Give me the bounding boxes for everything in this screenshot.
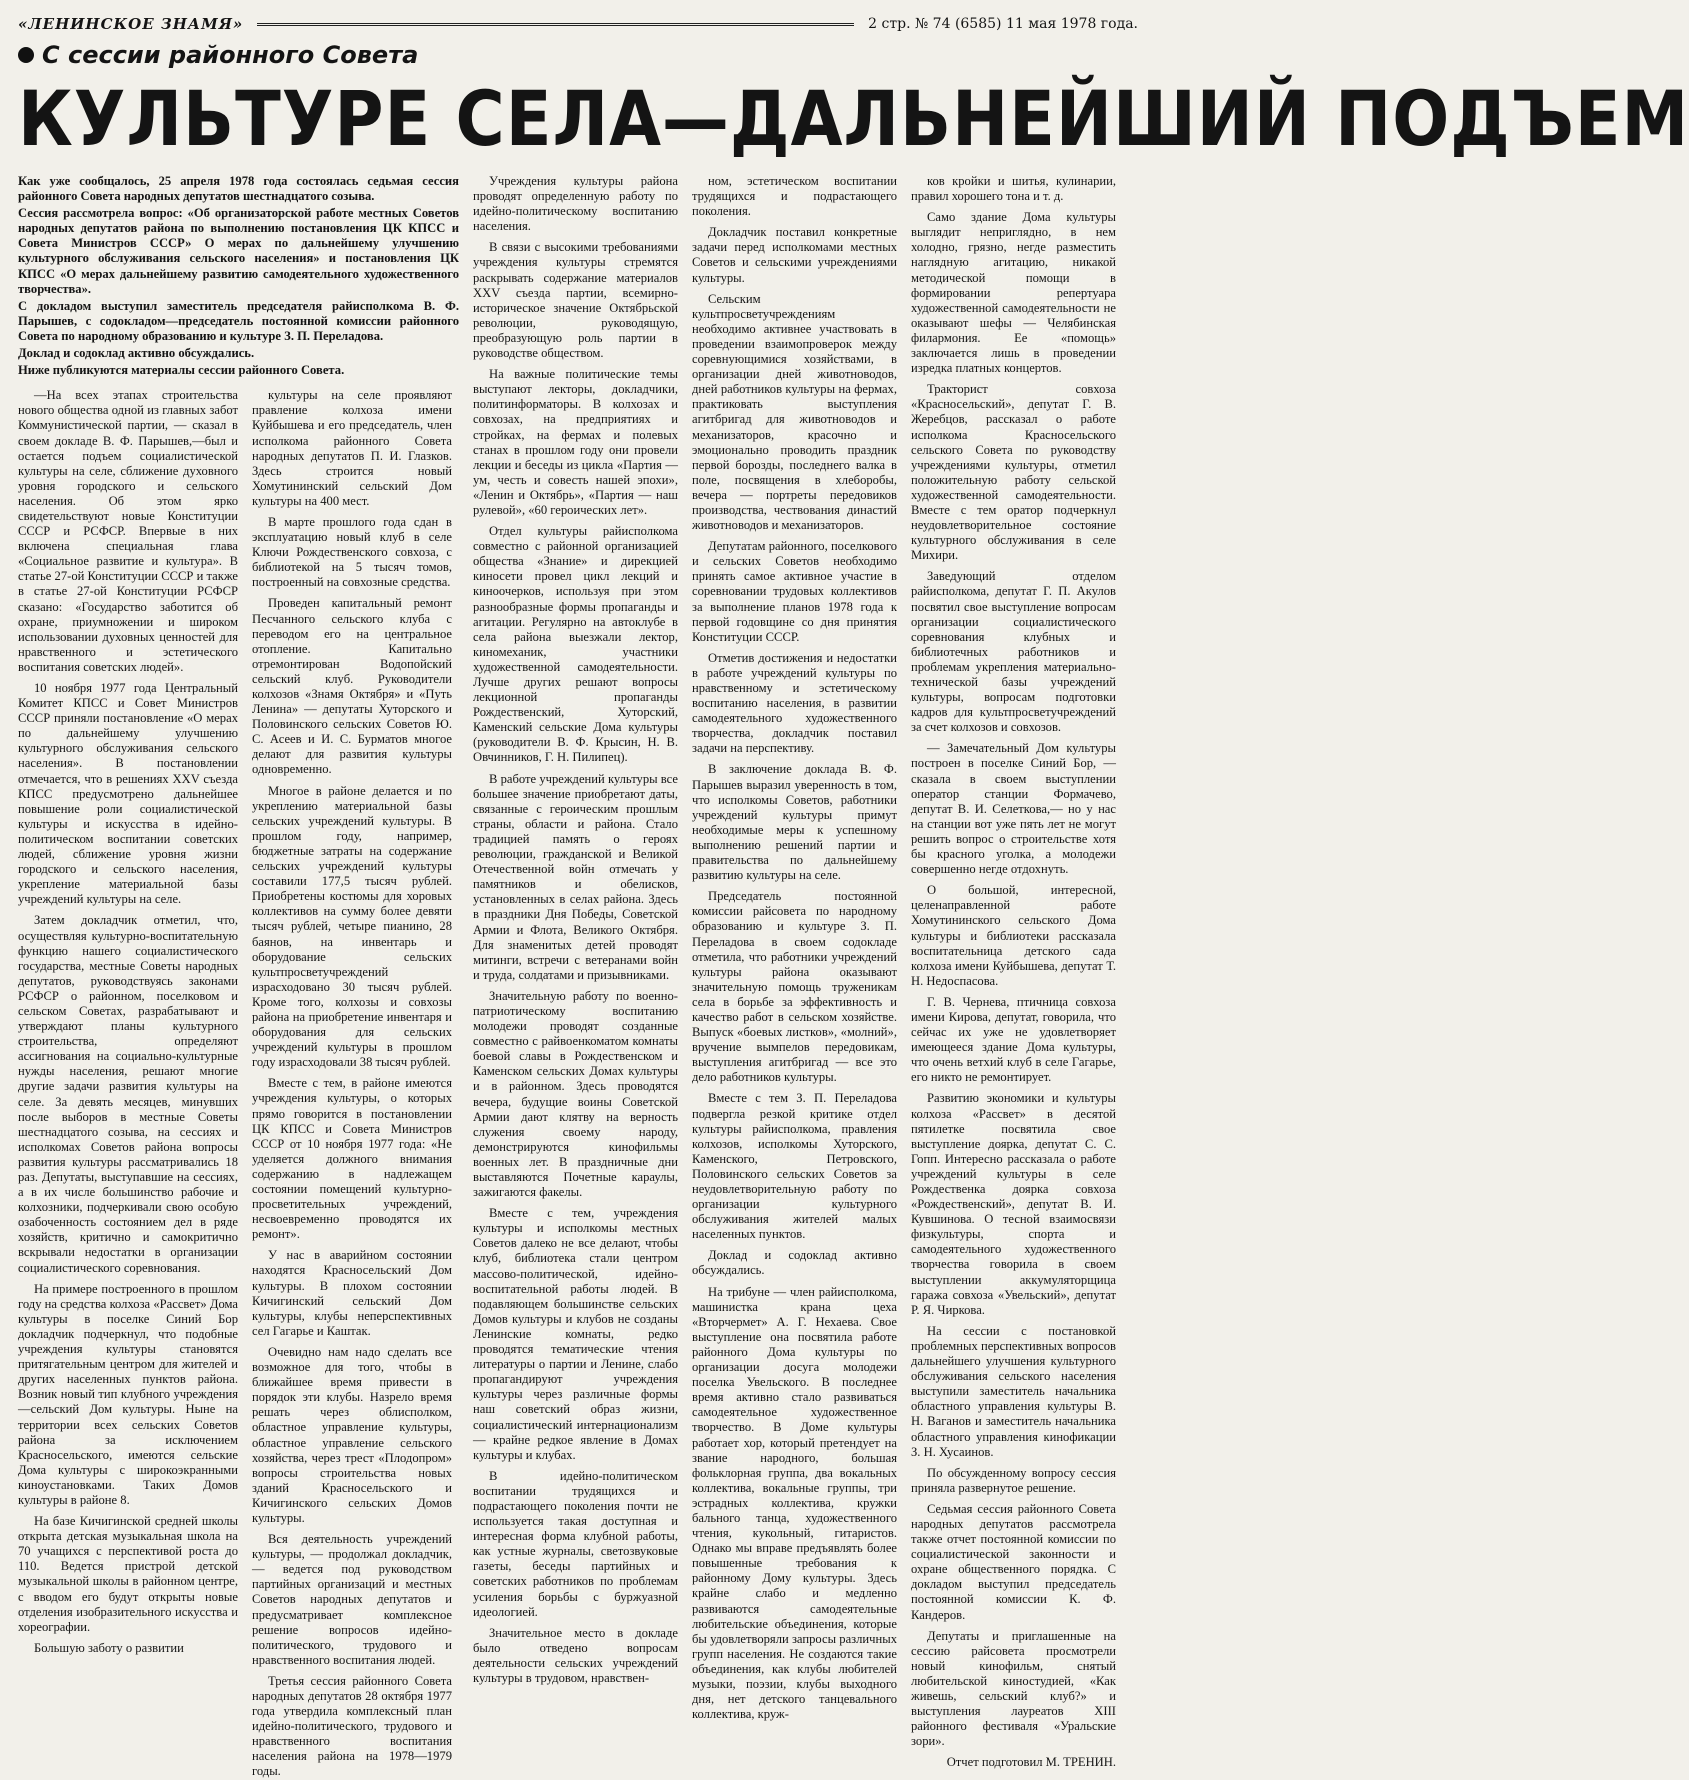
author-signature: Отчет подготовил М. ТРЕНИН.	[946, 1755, 1116, 1770]
paragraph: О большой, интересной, целенаправленной работе Хомутининского сельского Дома культуры и библиотеки рассказала воспитательница детского сада колхоза имени Куйбышева, депутат Т. Н. Недоспасова.	[911, 883, 1116, 988]
column-4	[692, 174, 897, 1722]
paragraph: 10 ноября 1977 года Центральный Комитет КПСС и Совет Министров СССР приняли постановление «О мерах по дальнейшему улучшению культурного обслуживания сельского населения». В постановлении отмечается, что в решениях XXV съезда КПСС предусмотрено дальнейшее повышение роли социалистической культуры и искусства в идейно-политическом воспитании советских людей, сближение уровня жизни городского и сельского населения, укрепление материальной базы учреждений культуры на селе.	[18, 681, 238, 907]
paragraph: Сельским культпросветучреждениям необходимо активнее участвовать в проведении взаимопроверок между соревнующимися хозяйствами, в организации дней животноводов, дней работников культуры на фермах, практиковать выступления агитбригад для животноводов и механизаторов, красочно и эмоционально проводить праздник первой борозды, последнего валка в поле, посвящения в хлеборобы, вечера — портреты передовиков производства, чествования династий животноводов и механизаторов.	[692, 291, 897, 533]
paragraph: В идейно-политическом воспитании трудящихся и подрастающего поколения почти не используется такая доступная и интересная форма клубной работы, как устные журналы, светозвуковые газеты, беседы партийных и советских работников по проблемам усиления борьбы с буржуазной идеологией.	[473, 1468, 678, 1619]
paragraph: Вместе с тем, в районе имеются учреждения культуры, о которых прямо говорится в постановлении ЦК КПСС и Совета Министров СССР от 10 ноября 1977 года: «Не уделяется должного внимания содержанию в надлежащем состоянии помещений культурно-просветительных учреждений, несвоевременно проводятся их ремонт».	[252, 1076, 452, 1242]
paragraph: — Замечательный Дом культуры построен в поселке Синий Бор, — сказала в своем выступлении оператор станции Формачево, депутат В. И. Селеткова,— но у нас на станции вот уже пять лет не могут решить вопрос о строительстве хотя бы красного уголка, а молодежи совершенно негде отдохнуть.	[911, 741, 1116, 877]
paragraph: На важные политические темы выступают лекторы, докладчики, политинформаторы. В колхозах и совхозах, на предприятиях и стройках, на фермах и полевых станах в прошлом году они провели лекции и беседы из цикла «Партия — ум, честь и совесть нашей эпохи», «Ленин и Октябрь», «Партия — наш рулевой», «60 героических лет».	[473, 367, 678, 517]
paragraph: Вся деятельность учреждений культуры, — продолжал докладчик, — ведется под руководством партийных организаций и местных Советов народных депутатов и предусматривает комплексное решение вопросов идейно-политического, трудового и нравственного воспитания людей.	[252, 1532, 452, 1667]
lead-paragraph: Как уже сообщалось, 25 апреля 1978 года состоялась седьмая сессия районного Совета народных депутатов шестнадцатого созыва.	[18, 174, 459, 204]
paragraph: В связи с высокими требованиями учреждения культуры стремятся раскрывать содержание материалов XXV съезда партии, всемирно-историческое значение Октябрьской революции, руководящую, преобразующую роль партии в руководстве обществом.	[473, 240, 678, 361]
paragraph: Седьмая сессия районного Совета народных депутатов рассмотрела также отчет постоянной комиссии по социалистической законности и охране общественного порядка. С докладом выступил председатель постоянной комиссии К. Ф. Кандеров.	[911, 1501, 1116, 1622]
issue-line: 2 стр. № 74 (6585) 11 мая 1978 года.	[868, 16, 1138, 32]
bullet-icon	[18, 47, 34, 63]
paragraph: У нас в аварийном состоянии находятся Красносельский Дом культуры. В плохом состоянии Кичигинский сельский Дом культуры, клубы неперспективных сел Гагарье и Каштак.	[252, 1248, 452, 1338]
paragraph: Докладчик поставил конкретные задачи перед исполкомами местных Советов и сельскими учреждениями культуры.	[692, 225, 897, 285]
rubric-row	[18, 40, 1138, 70]
paragraph: Третья сессия районного Совета народных депутатов 28 октября 1977 года утвердила комплексный план идейно-политического, трудового и нравственного воспитания населения района на 1978—1979 годы.	[252, 1673, 452, 1779]
paragraph: ном, эстетическом воспитании трудящихся и подрастающего поколения.	[692, 174, 897, 219]
paragraph: В заключение доклада В. Ф. Парышев выразил уверенность в том, что исполкомы Советов, работники учреждений культуры примут необходимые меры к успешному выполнению решений партии и правительства по дальнейшему развитию культуры на селе.	[692, 762, 897, 883]
paragraph: По обсужденному вопросу сессия приняла развернутое решение.	[911, 1465, 1116, 1495]
paragraph: На сессии с постановкой проблемных перспективных вопросов дальнейшего улучшения культурного обслуживания сельского населения выступили заместитель начальника областного управления культуры В. Н. Ваганов и заместитель начальника областного управления кинофикации З. Н. Хусаинов.	[911, 1323, 1116, 1459]
paragraph: Значительное место в докладе было отведено вопросам деятельности сельских учреждений культуры в трудовом, нравствен-	[473, 1625, 678, 1685]
article-body	[18, 174, 1138, 1779]
paragraph: Г. В. Чернева, птичница совхоза имени Кирова, депутат, говорила, что сейчас их уже не удовлетворяет имеющееся здание Дома культуры, что очень ветхий клуб в селе Гагарье, его никто не ремонтирует.	[911, 994, 1116, 1085]
paragraph: На базе Кичигинской средней школы открыта детская музыкальная школа на 70 учащихся с перспективой роста до 110. Ведется пристрой детской музыкальной школы в районном центре, с вводом его будут открыты новые отделения изобразительного искусства и хореографии.	[18, 1514, 238, 1634]
newspaper-name: «ЛЕНИНСКОЕ ЗНАМЯ»	[18, 15, 244, 33]
lead-paragraph: Доклад и содоклад активно обсуждались.	[18, 346, 255, 361]
paragraph: Отдел культуры райисполкома совместно с районной организацией общества «Знание» и дирекцией киносети провел цикл лекций и киноочерков, используя при этом разнообразные формы пропаганды и агитации. Регулярно на автоклубе в села района выезжали лектор, киномеханик, участники художественной самодеятельности. Лучше других решают вопросы лекционной пропаганды Рождественский, Хуторский, Каменский сельские Дома культуры (руководители В. Ф. Крысин, Н. В. Овчинников, Г. Н. Пилипец).	[473, 524, 678, 765]
first-block	[18, 174, 459, 1779]
paragraph: На трибуне — член райисполкома, машинистка крана цеха «Вторчермет» А. Г. Нехаева. Свое выступление она посвятила работе районного Дома культуры по организации досуга молодежи поселка Увельского. В последнее время активно стало развиваться самодеятельное художественное творчество. В Доме культуры работает хор, который претендует на звание народного, большая фольклорная группа, два вокальных коллектива, вокальные группы, три эстрадных коллектива, кружки бального танца, художественного чтения, кукольный, гитаристов. Однако мы вправе предъявлять более повышенные требования к районному Дому культуры. Здесь крайне слабо и медленно развиваются самодеятельные любительские объединения, которые бы удовлетворяли запросы различных групп населения. Не создаются такие объединения, как клубы любителей музыки, поэзии, клубы выходного дня, нет детского танцевального коллектива, круж-	[692, 1284, 897, 1722]
column-1	[18, 388, 238, 1693]
paragraph: Само здание Дома культуры выглядит неприглядно, в нем холодно, грязно, негде разместить наглядную агитацию, никакой методической помощи в формировании репертуара художественной самодеятельности не оказывают шефы — Челябинская филармония. Ее «помощь» заключается лишь в проведении изредка платных концертов.	[911, 210, 1116, 376]
rubric: С сессии районного Совета	[42, 41, 419, 69]
paragraph: Доклад и содоклад активно обсуждались.	[692, 1248, 897, 1278]
lead-paragraphs	[18, 174, 459, 378]
paragraph: Председатель постоянной комиссии райсовета по народному образованию и культуре З. П. Переладова в своем содокладе отметила, что работники учреждений культуры района оказывают значительную помощь труженикам села в борьбе за эффективность и качество работ в сельском хозяйстве. Выпуск «боевых листков», «молний», вручение вымпелов передовикам, выступления агитбригад — все это дело работников культуры.	[692, 889, 897, 1085]
lead-paragraph: Ниже публикуются материалы сессии районного Совета.	[18, 363, 345, 378]
paragraph: Значительную работу по военно-патриотическому воспитанию молодежи проводят созданные совместно с райвоенкоматом комнаты боевой славы в Рождественском и Каменском сельских Домах культуры и в районном. Здесь проводятся вечера, будущие воины Советской Армии дают клятву на верность служения своему народу, демонстрируются кинофильмы военных лет. В праздничные дни выставляются Почетные караулы, зажигаются факелы.	[473, 988, 678, 1200]
lead-paragraph: С докладом выступил заместитель председателя райисполкома В. Ф. Парышев, с содокладом—председатель постоянной комиссии районного Совета по народному образованию и культуре З. П. Переладова.	[18, 298, 459, 343]
paragraph: —На всех этапах строительства нового общества одной из главных забот Коммунистической партии, — сказал в своем докладе В. Ф. Парышев,—был и остается подъем социалистической культуры на селе, сближение духовного уровня городского и сельского населения. Об этом ярко свидетельствуют новые Конституции СССР и РСФСР. Впервые в них включена специальная глава «Социальное развитие и культура». В статье 27-ой Конституции СССР и также в статье 27-ой Конституции РСФСР сказано: «Государство заботится об охране, приумножении и широком использовании духовных ценностей для нравственного и эстетического воспитания советских людей».	[18, 388, 238, 674]
masthead	[18, 12, 1138, 36]
paragraph: культуры на селе проявляют правление колхоза имени Куйбышева и его председатель, член исполкома районного Совета народных депутатов П. И. Глазков. Здесь строится новый Хомутининский сельский Дом культуры на 400 мест.	[252, 388, 452, 508]
paragraph: В работе учреждений культуры все большее значение приобретают даты, связанные с героическим прошлым страны, области и района. Стало традицией память о героях революции, гражданской и Великой Отечественной войн отмечать у памятников и обелисков, установленных в селах района. Здесь в праздники Дня Победы, Советской Армии и Флота, Великого Октября. Для знаменитых детей проводят митинги, встречи с ветеранами войн и труда, солдатами и призывниками.	[473, 771, 678, 982]
first-sub-columns	[18, 388, 459, 1779]
paragraph: Заведующий отделом райисполкома, депутат Г. П. Акулов посвятил свое выступление вопросам организации социалистического соревнования клубных и библиотечных работников и проблемам укрепления материально-технической базы учреждений культуры, вопросам подготовки кадров для культпросветучреждений за счет колхозов и совхозов.	[911, 569, 1116, 735]
paragraph: Затем докладчик отметил, что, осуществляя культурно-воспитательную функцию нашего социалистического государства, местные Советы народных депутатов, руководствуясь законами РСФСР о районном, поселковом и сельском Советах, разрабатывают и утверждают планы культурного строительства, определяют ассигнования на социально-культурные нужды населения, решают многие другие задачи развития культуры на селе. За девять месяцев, минувших после выборов в местные Советы шестнадцатого созыва, на сессиях и исполкомах Советов района вопросы развития культуры рассматривались 18 раз. Депутаты, выступавшие на сессиях, а в их числе большинство рабочие и колхозники, подчеркивали свою особую озабоченность состоянием дел в ряде хозяйств, критично и самокритично вскрывали недостатки в организации социалистического соревнования.	[18, 913, 238, 1275]
column-3	[473, 174, 678, 1685]
lead-paragraph: Сессия рассмотрела вопрос: «Об организаторской работе местных Советов народных депутатов района по выполнению постановления ЦК КПСС и Совета Министров СССР» О мерах по дальнейшему улучшению культурного обслуживания сельского населения» и постановления ЦК КПСС «О мерах дальнейшему развитию самодеятельного художественного творчества».	[18, 206, 459, 296]
paragraph: Проведен капитальный ремонт Песчанного сельского клуба с переводом его на центральное отопление. Капитально отремонтирован Водопойский сельский клуб. Руководители колхозов «Знамя Октября» и «Путь Ленина» — депутаты Хуторского и Половинского сельских Советов Ю. С. Асеев и И. С. Бурматов многое делают для развития культуры одновременно.	[252, 596, 452, 777]
paragraph: Большую заботу о развитии	[34, 1640, 184, 1655]
paragraph: Отметив достижения и недостатки в работе учреждений культуры по нравственному и эстетическому воспитанию населения, в развитии самодеятельного художественного творчества, докладчик поставил задачи на перспективу.	[692, 650, 897, 756]
paragraph: Вместе с тем З. П. Переладова подвергла резкой критике отдел культуры райисполкома, правления колхозов, исполкомы Хуторского, Каменского, Петровского, Половинского сельских Советов за неудовлетворительную работу по организации культурного обслуживания жителей малых населенных пунктов.	[692, 1091, 897, 1242]
paragraph: На примере построенного в прошлом году на средства колхоза «Рассвет» Дома культуры в поселке Синий Бор докладчик подчеркнул, что подобные учреждения культуры становятся притягательным центром для жителей и других населенных пунктов района. Возник новый тип клубного учреждения—сельский Дом культуры. Ныне на территории всех сельских Советов района за исключением Красносельского, имеются сельские Дома культуры с широкоэкранными киноустановками. Таких Домов культуры в районе 8.	[18, 1281, 238, 1507]
column-2	[252, 388, 452, 1779]
column-5	[911, 174, 1116, 1770]
paragraph: Очевидно нам надо сделать все возможное для того, чтобы в ближайшее время привести в порядок эти клубы. Назрело время решать через облисполком, областное управление культуры, областное управление сельского хозяйства, через трест «Плодопром» вопросы строительства новых зданий Красносельского и Кичигинского сельских Домов культуры.	[252, 1344, 452, 1525]
paragraph: Развитию экономики и культуры колхоза «Рассвет» в десятой пятилетке посвятила свое выступление доярка, депутат С. С. Гопп. Интересно рассказала о работе учреждений культуры в селе Рождественка доярка совхоза «Рождественский», депутат В. И. Кувшинова. О тесной взаимосвязи физкультуры, спорта и самодеятельного художественного творчества говорила в своем выступлении аккумуляторщица гаража совхоза «Увельский», депутат Р. Я. Чиркова.	[911, 1091, 1116, 1317]
paragraph: ков кройки и шитья, кулинарии, правил хорошего тона и т. д.	[911, 174, 1116, 204]
paragraph: Депутаты и приглашенные на сессию райсовета просмотрели новый кинофильм, снятый любительской киностудией, «Как живешь, сельский клуб?» и выступления лауреатов XIII районного фестиваля «Уральские зори».	[911, 1628, 1116, 1749]
paragraph: Учреждения культуры района проводят определенную работу по идейно-политическому воспитанию населения.	[473, 174, 678, 234]
masthead-rule	[257, 23, 854, 26]
paragraph: Тракторист совхоза «Красносельский», депутат Г. В. Жеребцов, рассказал о работе исполкома Красносельского сельского Совета по руководству учреждениями культуры, отметил положительную работу сельской художественной самодеятельности. Вместе с тем оратор подчеркнул неудовлетворительное состояние культурного обслуживания в селе Михири.	[911, 382, 1116, 563]
paragraph: Депутатам районного, поселкового и сельских Советов необходимо принять самое активное участие в соревновании трудовых коллективов за выполнение планов 1978 года к первой годовщине со дня принятия Конституции СССР.	[692, 539, 897, 644]
headline: КУЛЬТУРЕ СЕЛА—ДАЛЬНЕЙШИЙ ПОДЪЕМ	[18, 74, 1689, 163]
paragraph: Многое в районе делается и по укреплению материальной базы сельских учреждений культуры. В прошлом году, например, бюджетные затраты на содержание сельских учреждений культуры составили 177,5 тысяч рублей. Приобретены костюмы для хоровых коллективов на сумму более девяти тысяч рублей, четыре пианино, 28 баянов, на инвентарь и оборудование сельских культпросветучреждений израсходовано 30 тысяч рублей. Кроме того, колхозы и совхозы района на приобретение инвентаря и оборудования для сельских учреждений культуры в прошлом году израсходовали 38 тысяч рублей.	[252, 783, 452, 1070]
paragraph: В марте прошлого года сдан в эксплуатацию новый клуб в селе Ключи Рождественского совхоза, с библиотекой на 5 тысяч томов, построенный на совхозные средства.	[252, 514, 452, 590]
paragraph: Вместе с тем, учреждения культуры и исполкомы местных Советов далеко не все делают, чтобы клуб, библиотека стали центром массово-политической, идейно-воспитательной работы людей. В подавляющем большинстве сельских Домов культуры и клубов не созданы Ленинские комнаты, редко проводятся тематические чтения литературы о партии и Ленине, слабо пропагандируют учреждения культуры через различные формы наш советский образ жизни, социалистический интернационализм — крайне редкое явление в Домах культуры и клубах.	[473, 1206, 678, 1462]
